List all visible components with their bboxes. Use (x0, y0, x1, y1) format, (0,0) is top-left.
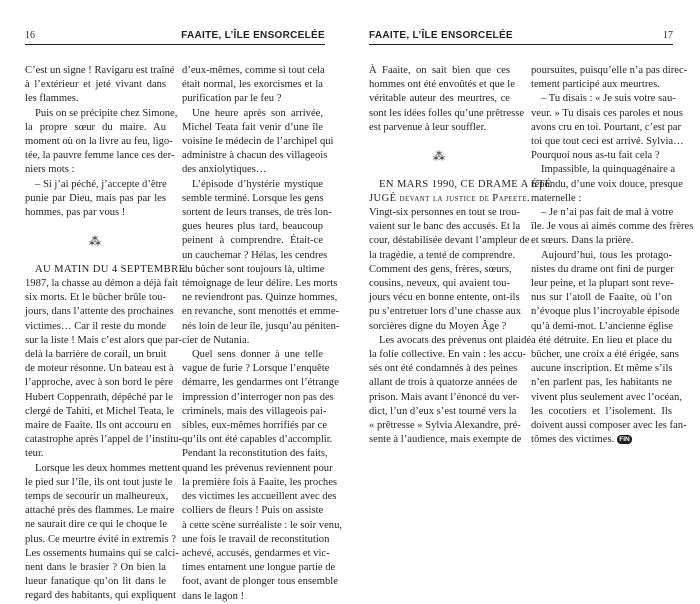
text-line: jours vécu en bonne entente, ont-ils (369, 292, 520, 304)
text-line: sente à l’audience, mais exempte de (369, 434, 522, 446)
text-line: catastrophe après l’appel de l’institu- (25, 434, 183, 446)
text-line: Pendant la reconstitution des faits, (182, 448, 328, 460)
text-line: ne saurait dire ce qui le choque le (25, 519, 168, 531)
text-line: Les ossements humains qui se calci- (25, 547, 179, 559)
text-line: avons cru en toi. Pourtant, c’est par (531, 121, 682, 133)
text-line: maternelle : (531, 192, 582, 204)
text-line: qu’à demi-mot. L’ancienne église (531, 320, 673, 332)
text-line: 1987, la chasse au démon a déjà fait (25, 278, 178, 289)
text-line: n’en parlent pas, les habitants ne (531, 377, 672, 389)
text-line: L’épisode d’hystérie mystique (192, 178, 323, 190)
text-line: cour, déstabilisée devant l’ampleur de (369, 235, 530, 247)
text-line: véritable auteur des meurtres, ce (369, 93, 510, 105)
blank-line (25, 249, 166, 263)
text-line: Vingt-six personnes en tout se trou- (369, 206, 520, 218)
text-line: des anxiolytiques… (182, 164, 267, 176)
text-line: de moteur résonne. Un bateau est à (25, 363, 174, 375)
text-line: vague de furie ? Lorsque l’enquête (182, 363, 330, 375)
text-line: achevé, accusés, gendarmes et vic- (182, 547, 330, 559)
right-page-number: 17 (663, 30, 673, 41)
end-mark-badge: FIN (619, 436, 630, 444)
text-line: Les avocats des prévenus ont plaidé (379, 334, 532, 346)
text-line: bûcher, une croix a été érigée, sans (531, 349, 679, 361)
text-line: a été détruite. En lieu et place du (531, 334, 672, 346)
text-line: cier de Nutania. (182, 334, 250, 346)
section-break-ornament: ⁂ (433, 149, 446, 164)
text-line: foot, avant de plonger tous ensemble (182, 576, 338, 588)
text-line: « prêtresse » Sylvia Alexandre, pré- (369, 420, 521, 432)
text-line: des victimes les accueillent avec des (182, 491, 337, 503)
text-line: pu s’entretuer lors d’une chasse aux (369, 306, 522, 318)
text-line: à l’extérieur et jeté vivant dans (25, 79, 166, 91)
text-line: était normal, les exorcismes et la (182, 79, 323, 91)
text-line: delà la barrière de corail, un bruit (25, 349, 167, 361)
text-line: sortent de leurs transes, de très lon- (182, 207, 332, 219)
text-line: tée, la pauvre femme lance ces der- (25, 150, 175, 162)
text-line: – Si j’ai péché, j’accepte d’être (35, 178, 167, 190)
text-line: vaient sur le banc des accusés. Et la (369, 221, 521, 233)
text-line: jours, dans l’attente des prochaines (25, 306, 174, 318)
text-line: impression d’interroger non pas des (182, 391, 334, 403)
text-line: dans le lagon ! (182, 590, 245, 602)
text-line: n’évoque plus l’incroyable épisode (531, 306, 680, 318)
text-line: témoignage de leur délire. Les morts (182, 278, 338, 290)
text-line: – Je n’ai pas fait de mal à votre (541, 207, 674, 219)
text-line: la folie collective. En vain : les accu- (369, 349, 527, 361)
left-page-number: 16 (25, 30, 35, 41)
text-line: maire de Faaite. Ils ont accouru en (25, 420, 172, 432)
text-line: voisine le médecin de l’archipel qui (182, 136, 334, 148)
text-line: criminels, mais des villageois pai- (182, 405, 327, 417)
text-line: niers mots : (25, 164, 75, 176)
text-line: regard des habitants, qui expliquent (25, 590, 176, 602)
text-line: semble terminé. Lorsque les gens (182, 192, 324, 204)
text-line: aucune inscription. Et même s’ils (531, 363, 673, 375)
text-line: toi que tout ceci est arrivé. Sylvia… (531, 136, 684, 148)
text-line: sont les idées folles qu’une prêtresse (369, 107, 525, 119)
section-break-ornament: ⁂ (89, 234, 102, 249)
text-line: Impassible, la quinquagénaire a (541, 164, 676, 176)
text-line: JUGÉ devant la justice de Papeete. (369, 192, 531, 204)
text-line: poursuites, puisqu’elle n’a pas direc- (531, 65, 688, 76)
text-line: le pied sur l’île, ils ont tout juste le (25, 476, 173, 488)
text-line: sibles, eux-mêmes horrifiés par ce (182, 420, 328, 432)
text-line: à cette scène surréaliste : le soir venu, (182, 519, 343, 531)
text-line: purification par le feu ? (182, 93, 282, 105)
text-line: nés loin de leur île, jusqu’au péniten- (182, 320, 340, 332)
text-line: C’est un signe ! Ravigaru est traîné (25, 65, 175, 76)
text-line: île. Je vous ai aimés comme des frères (531, 221, 694, 233)
text-line: teur. (25, 448, 44, 460)
blank-line (369, 163, 510, 177)
text-line: clergé de Tahiti, et Michel Teata, le (25, 405, 175, 417)
text-line: vivent plus seulement avec l’océan, (531, 391, 682, 403)
text-line: nent dans le brasier ? On bien la (25, 562, 166, 574)
text-line: les flammes. (25, 93, 79, 105)
text-line: démarre, les gendarmes ont l’étrange (182, 377, 339, 389)
text-line: Hubert Coppenrath, dépêché par le (25, 391, 173, 403)
text-line: allant de trois à quatorze années de (369, 377, 518, 389)
text-line: times entament une longue partie de (182, 562, 336, 574)
text-line: sorcières digne du Moyen Âge ? (369, 320, 507, 332)
text-line: cousins, neveux, qui avaient tou- (369, 278, 510, 289)
right-running-title: FAAITE, L’ÎLE ENSORCELÉE (369, 30, 513, 41)
text-line: Comment des gens, frères, sœurs, (369, 263, 512, 275)
text-line: Une heure après son arrivée, (192, 107, 323, 119)
text-line: attaché près des flammes. Le maire (25, 505, 175, 517)
text-line: Michel Teata fait venir d’une île (182, 121, 323, 133)
left-page (0, 0, 350, 602)
text-line: veur. » Tu disais ces paroles et nous (531, 107, 683, 119)
text-line: gues heures plus tard, beaucoup (182, 221, 323, 233)
text-line: colliers de fleurs ! Puis on assiste (182, 505, 324, 517)
text-line: Puis on se précipite chez Simone, (35, 107, 178, 119)
text-line: nus sur l’atoll de Faaite, où l’on (531, 292, 672, 304)
text-line: tômes des victimes. FIN (531, 434, 630, 446)
left-running-title: FAAITE, L’ÎLE ENSORCELÉE (181, 30, 325, 41)
text-line: leur peine, et la plupart sont reve- (531, 278, 674, 290)
text-line: et sœurs. Dans la prière. (531, 235, 634, 247)
text-line: temps de secourir un malheureux, (25, 491, 169, 503)
text-line: du bûcher sont toujours là, ultime (182, 263, 325, 275)
text-line: AU MATIN DU 4 SEPTEMBRE (35, 263, 186, 275)
text-line: plus. Ce meurtre évité in extremis ? (25, 533, 176, 545)
text-line: la première fois à Faaite, les proches (182, 476, 338, 488)
text-line: À Faaite, on sait bien que ces (369, 65, 510, 76)
text-line: punie par Dieu, mais pas par les (25, 192, 166, 204)
blank-line (369, 135, 510, 149)
text-line: l’approche, avec à son bord le père (25, 377, 173, 389)
text-line: dict, l’un d’eux s’est tourné vers la (369, 405, 517, 417)
text-line: la propre sœur du maire. Au (25, 121, 166, 133)
text-line: ne reviendront pas. Quinze hommes, (182, 292, 338, 304)
text-line: sur la liste ! Mais c’est alors que par- (25, 334, 182, 346)
right-column-2 (531, 64, 694, 447)
text-line: tement participé aux meurtres. (531, 79, 660, 91)
text-line: qu’ils ont été capables d’accomplir. (182, 434, 333, 446)
right-page (350, 0, 700, 508)
text-line: est parvenue à leur souffler. (369, 121, 487, 133)
text-line: doivent aussi composer avec les fan- (531, 420, 687, 432)
text-line: d’eux-mêmes, comme si tout cela (182, 65, 325, 76)
text-line: EN MARS 1990, CE DRAME A ÉTÉ (379, 178, 552, 190)
text-line: administre à chacun des villageois (182, 150, 328, 162)
text-line: les cocotiers et l’isolement. Ils (531, 405, 672, 417)
right-column-1 (369, 64, 552, 447)
text-line: peinent à comprendre. Était-ce (182, 235, 323, 247)
text-line: victimes… Car il reste du monde (25, 320, 166, 332)
text-line: hommes ont été envoûtés et que le (369, 79, 515, 91)
text-line: un cauchemar ? Hélas, les cendres (182, 249, 328, 261)
text-line: sés ont été condamnés à des peines (369, 363, 518, 375)
left-column-2 (182, 64, 343, 604)
text-line: une fois le travail de reconstitution (182, 533, 330, 545)
blank-line (25, 220, 166, 234)
text-line: Aujourd’hui, tous les protago- (541, 249, 672, 261)
text-line: six morts. Et le bûcher brûle tou- (25, 292, 166, 304)
text-line: prison. Mais avant l’énoncé du ver- (369, 391, 520, 403)
text-line: hommes, pas par vous ! (25, 207, 126, 219)
text-line: la tragédie, a tenté de comprendre. (369, 249, 516, 261)
text-line: Lorsque les deux hommes mettent (35, 462, 181, 474)
left-running-header (25, 28, 325, 45)
text-line: lueur fanatique qu’on lit dans le (25, 576, 166, 588)
text-line: – Tu disais : « Je suis votre sau- (541, 93, 676, 105)
left-column-1 (25, 64, 186, 604)
text-line: quand les prévenus reviennent pour (182, 462, 333, 474)
text-line: répondu, d’une voix douce, presque (531, 178, 683, 190)
right-running-header (369, 28, 673, 45)
text-line: Quel sens donner à une telle (192, 349, 323, 361)
text-line: en revanche, sont menottés et emme- (182, 306, 340, 318)
text-line: moment où on la livre au feu, ligo- (25, 136, 173, 148)
text-line: Pourquoi nous as-tu fait cela ? (531, 150, 660, 162)
text-line: nistes du drame ont fini de purger (531, 263, 674, 275)
